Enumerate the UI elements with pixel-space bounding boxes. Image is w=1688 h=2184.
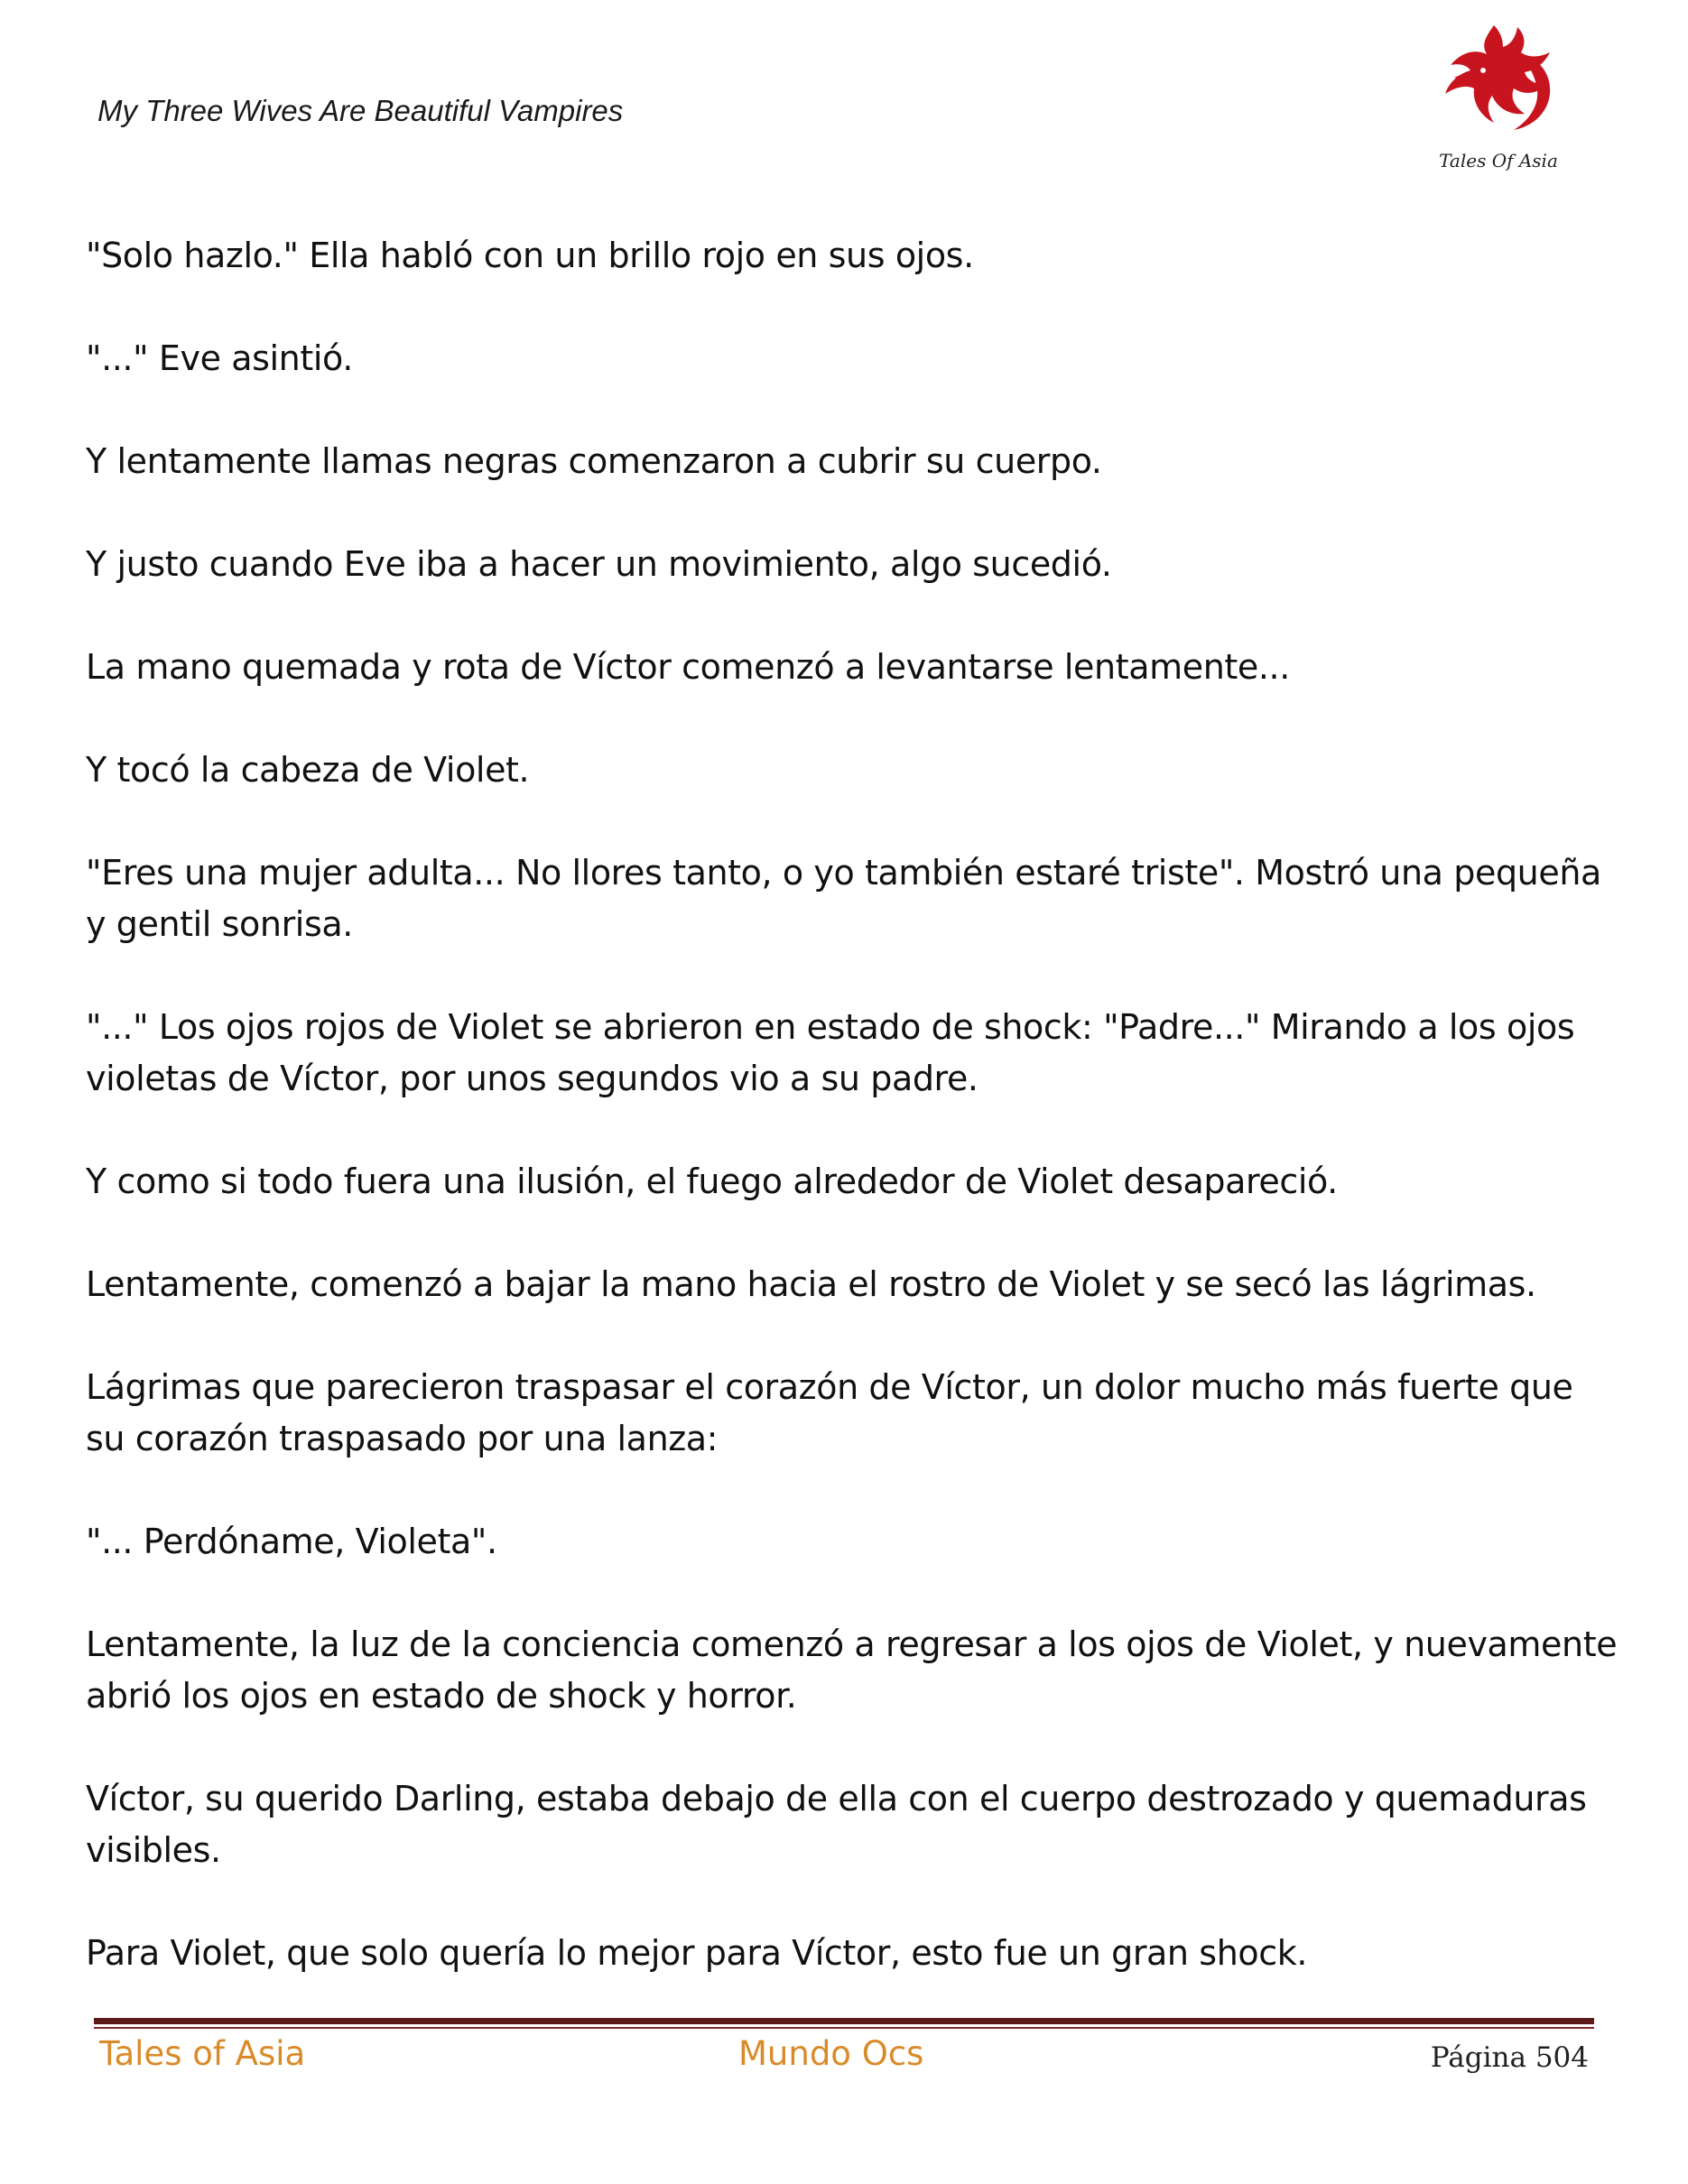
paragraph: Y lentamente llamas negras comenzaron a cubrir su cuerpo. (86, 441, 1102, 481)
paragraph: "Eres una mujer adulta... No llores tanto, o yo también estaré triste". Mostró una pequeña y gentil sonrisa. (86, 853, 1601, 944)
paragraph: "..." Eve asintió. (86, 338, 353, 378)
paragraph: Y tocó la cabeza de Violet. (86, 750, 530, 790)
paragraph: La mano quemada y rota de Víctor comenzó a levantarse lentamente... (86, 647, 1290, 687)
page-number: Página 504 (1430, 2041, 1589, 2074)
logo-text: Tales Of Asia (1439, 150, 1558, 171)
tales-of-asia-logo (1431, 18, 1566, 180)
footer-divider-thin (94, 2027, 1594, 2029)
book-title: My Three Wives Are Beautiful Vampires (97, 94, 624, 127)
paragraph: Lágrimas que parecieron traspasar el corazón de Víctor, un dolor mucho más fuerte que su corazón traspasado por una lanza: (86, 1367, 1573, 1458)
paragraph: "..." Los ojos rojos de Violet se abrieron en estado de shock: "Padre..." Mirando a los ojos violetas de Víctor, por unos segundos vio a su padre. (86, 1007, 1575, 1098)
paragraph: Lentamente, la luz de la conciencia comenzó a regresar a los ojos de Violet, y nuevamente abrió los ojos en estado de shock y horror. (86, 1624, 1618, 1716)
paragraph: "Solo hazlo." Ella habló con un brillo rojo en sus ojos. (86, 236, 974, 275)
paragraph: Y justo cuando Eve iba a hacer un movimiento, algo sucedió. (86, 544, 1112, 584)
paragraph: Para Violet, que solo quería lo mejor para Víctor, esto fue un gran shock. (86, 1933, 1308, 1973)
paragraph: Víctor, su querido Darling, estaba debajo de ella con el cuerpo destrozado y quemaduras visibles. (86, 1779, 1587, 1870)
paragraph: "... Perdóname, Violeta". (86, 1522, 497, 1561)
chapter-text (86, 230, 1620, 2031)
footer-divider (94, 2018, 1594, 2024)
footer-site-name: Tales of Asia (99, 2034, 306, 2073)
paragraph: Y como si todo fuera una ilusión, el fuego alrededor de Violet desapareció. (86, 1161, 1338, 1201)
paragraph: Lentamente, comenzó a bajar la mano hacia el rostro de Violet y se secó las lágrimas. (86, 1264, 1536, 1304)
red-dragon-icon (1431, 18, 1566, 153)
footer-section-name: Mundo Ocs (738, 2034, 924, 2073)
